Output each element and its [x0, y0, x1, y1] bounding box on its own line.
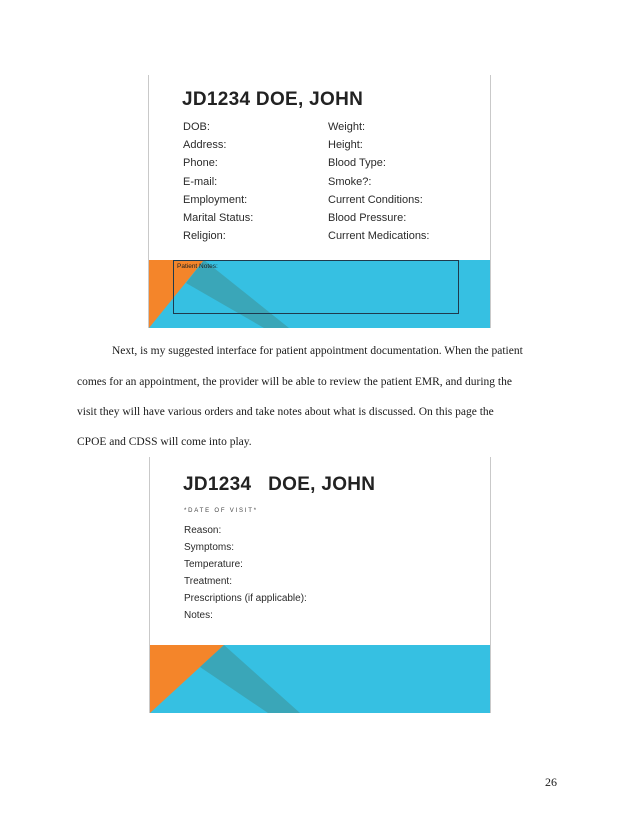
date-of-visit-label: *DATE OF VISIT* — [184, 508, 258, 514]
phone-label: Phone: — [183, 157, 218, 169]
paragraph-line-1: Next, is my suggested interface for patient appointment documentation. When the patient — [112, 345, 523, 357]
appointment-slide — [149, 457, 491, 713]
paragraph-line-3: visit they will have various orders and take notes about what is discussed. On this page the — [77, 406, 494, 418]
height-label: Height: — [328, 139, 363, 151]
slide-color-band — [150, 645, 490, 713]
blood-pressure-label: Blood Pressure: — [328, 212, 407, 224]
patient-notes-box[interactable] — [173, 260, 459, 314]
patient-notes-label: Patient Notes: — [177, 263, 218, 270]
address-label: Address: — [183, 139, 227, 151]
weight-label: Weight: — [328, 121, 366, 133]
notes-label: Notes: — [184, 610, 213, 621]
email-label: E-mail: — [183, 176, 218, 188]
paragraph-line-2: comes for an appointment, the provider will be able to review the patient EMR, and during the — [77, 376, 512, 388]
temperature-label: Temperature: — [184, 559, 243, 570]
religion-label: Religion: — [183, 230, 226, 242]
smoke-label: Smoke?: — [328, 176, 372, 188]
prescriptions-label: Prescriptions (if applicable): — [184, 593, 307, 604]
page-number: 26 — [545, 775, 557, 789]
dob-label: DOB: — [183, 121, 210, 133]
reason-label: Reason: — [184, 525, 222, 536]
employment-label: Employment: — [183, 194, 248, 206]
treatment-label: Treatment: — [184, 576, 232, 587]
current-conditions-label: Current Conditions: — [328, 194, 423, 206]
patient-record-slide — [148, 75, 491, 328]
symptoms-label: Symptoms: — [184, 542, 235, 553]
marital-status-label: Marital Status: — [183, 212, 254, 224]
blood-type-label: Blood Type: — [328, 157, 386, 169]
appointment-title: JD1234 DOE, JOHN — [183, 474, 376, 495]
paragraph-line-4: CPOE and CDSS will come into play. — [77, 436, 252, 448]
current-medications-label: Current Medications: — [328, 230, 430, 242]
patient-record-title: JD1234 DOE, JOHN — [182, 89, 364, 110]
